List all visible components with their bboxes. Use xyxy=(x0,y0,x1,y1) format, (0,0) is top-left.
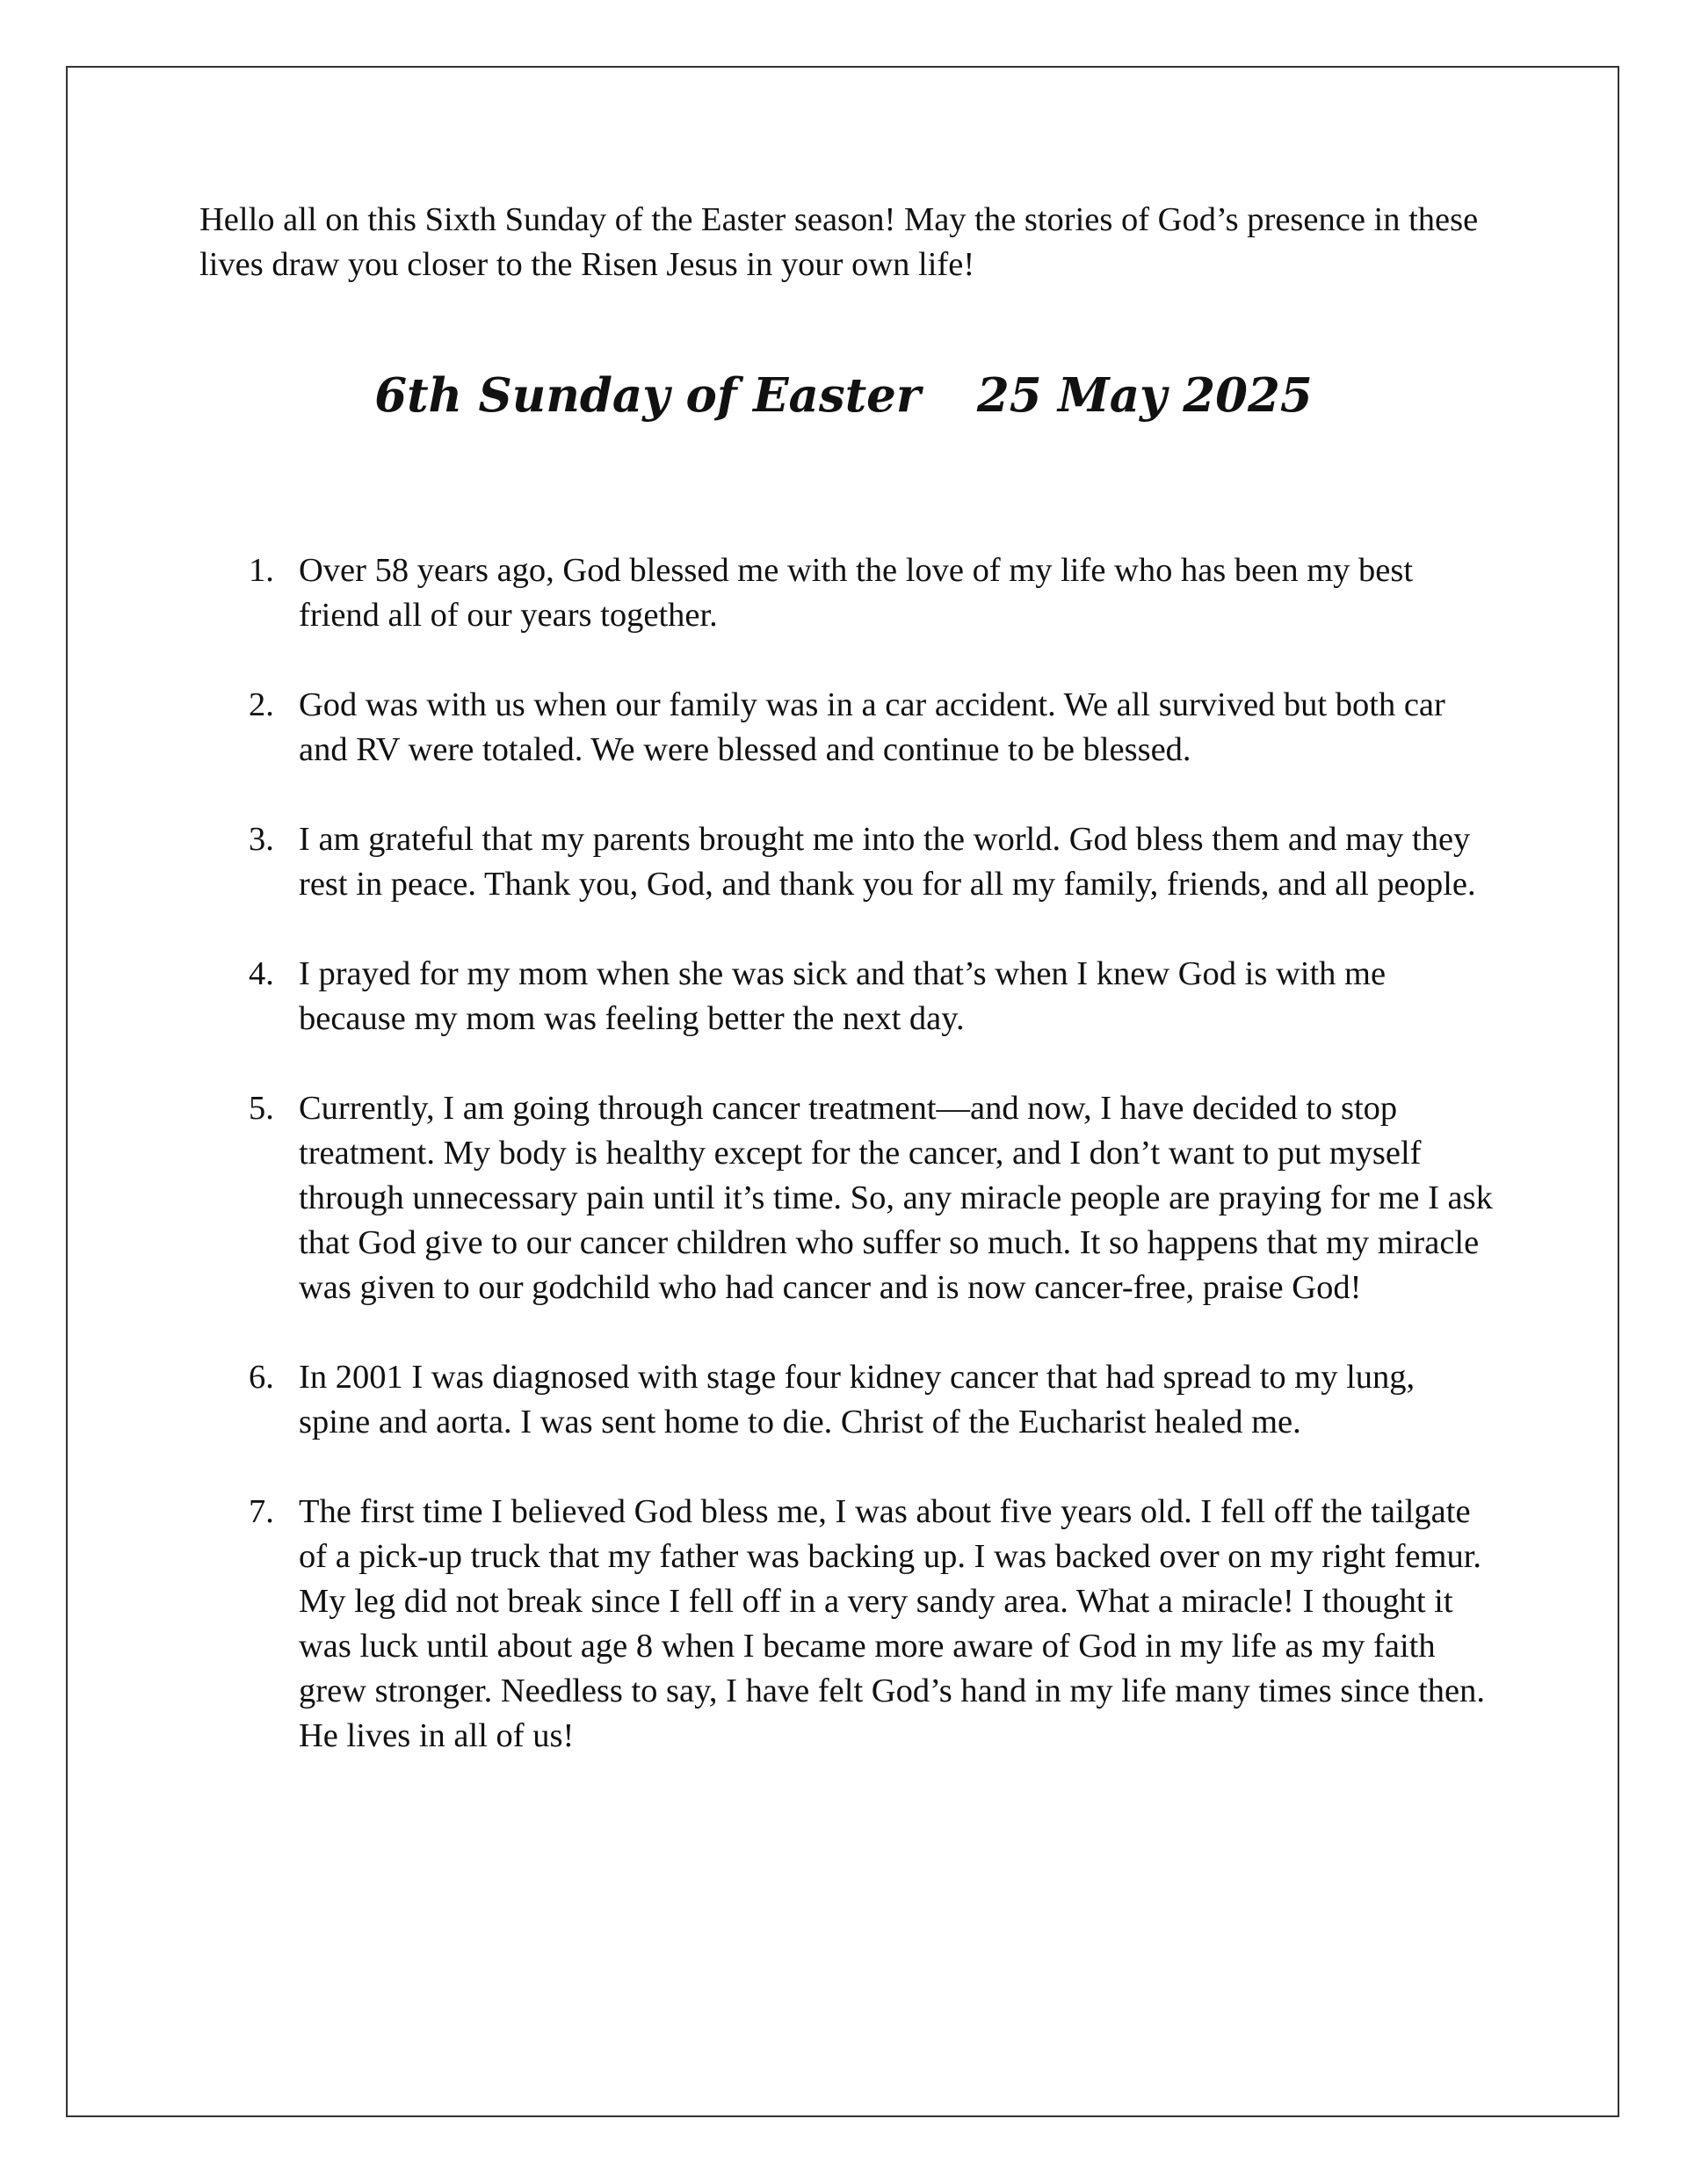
story-item xyxy=(0,548,1494,638)
story-text: I am grateful that my parents brought me into the world. God bless them and may they rest in peace. Thank you, God, and thank you for all my family, friends, and all people. xyxy=(299,821,1476,903)
story-item xyxy=(0,817,1494,907)
story-item xyxy=(0,1086,1494,1310)
story-text: In 2001 I was diagnosed with stage four kidney cancer that had spread to my lung, spine and aorta. I was sent home to die. Christ of the Eucharist healed me. xyxy=(299,1359,1415,1440)
story-number: 3. xyxy=(249,821,274,858)
story-item xyxy=(0,1355,1494,1445)
story-number: 1. xyxy=(249,552,274,589)
story-item xyxy=(0,952,1494,1041)
story-item xyxy=(0,683,1494,773)
story-number: 7. xyxy=(249,1493,274,1530)
story-number: 2. xyxy=(249,686,274,723)
intro-paragraph: Hello all on this Sixth Sunday of the Easter season! May the stories of God’s presence in these lives draw you closer to the Risen Jesus in your own life! xyxy=(199,201,1479,283)
story-text: The first time I believed God bless me, I was about five years old. I fell off the tailgate of a pick-up truck that my father was backing up. I was backed over on my right femur. My leg did not break since I fell off in a very sandy area. What a miracle! I thought it was luck until about age 8 when I became more aware of God in my life as my faith grew stronger. Needless to say, I have felt God’s hand in my life many times since then. He lives in all of us! xyxy=(299,1493,1486,1754)
story-list xyxy=(0,548,1687,1803)
story-number: 5. xyxy=(249,1090,274,1127)
story-text: I prayed for my mom when she was sick and that’s when I knew God is with me because my mom was feeling better the next day. xyxy=(299,955,1387,1037)
story-text: Over 58 years ago, God blessed me with the love of my life who has been my best friend all of our years together. xyxy=(299,552,1414,634)
story-number: 6. xyxy=(249,1359,274,1396)
heading-title: 6th Sunday of Easter xyxy=(374,368,921,423)
story-number: 4. xyxy=(249,955,274,992)
story-text: God was with us when our family was in a car accident. We all survived but both car and RV were totaled. We were blessed and continue to be blessed. xyxy=(299,686,1445,768)
heading-date: 25 May 2025 xyxy=(976,368,1313,423)
page-heading xyxy=(0,362,1687,429)
story-text: Currently, I am going through cancer treatment—and now, I have decided to stop treatment. My body is healthy except for the cancer, and I don’t want to put myself through unnecessary pain until it’s time. So, any miracle people are praying for me I ask that God give to our cancer children who suffer so much. It so happens that my miracle was given to our godchild who had cancer and is now cancer-free, praise God! xyxy=(299,1090,1493,1306)
story-item xyxy=(0,1490,1494,1759)
